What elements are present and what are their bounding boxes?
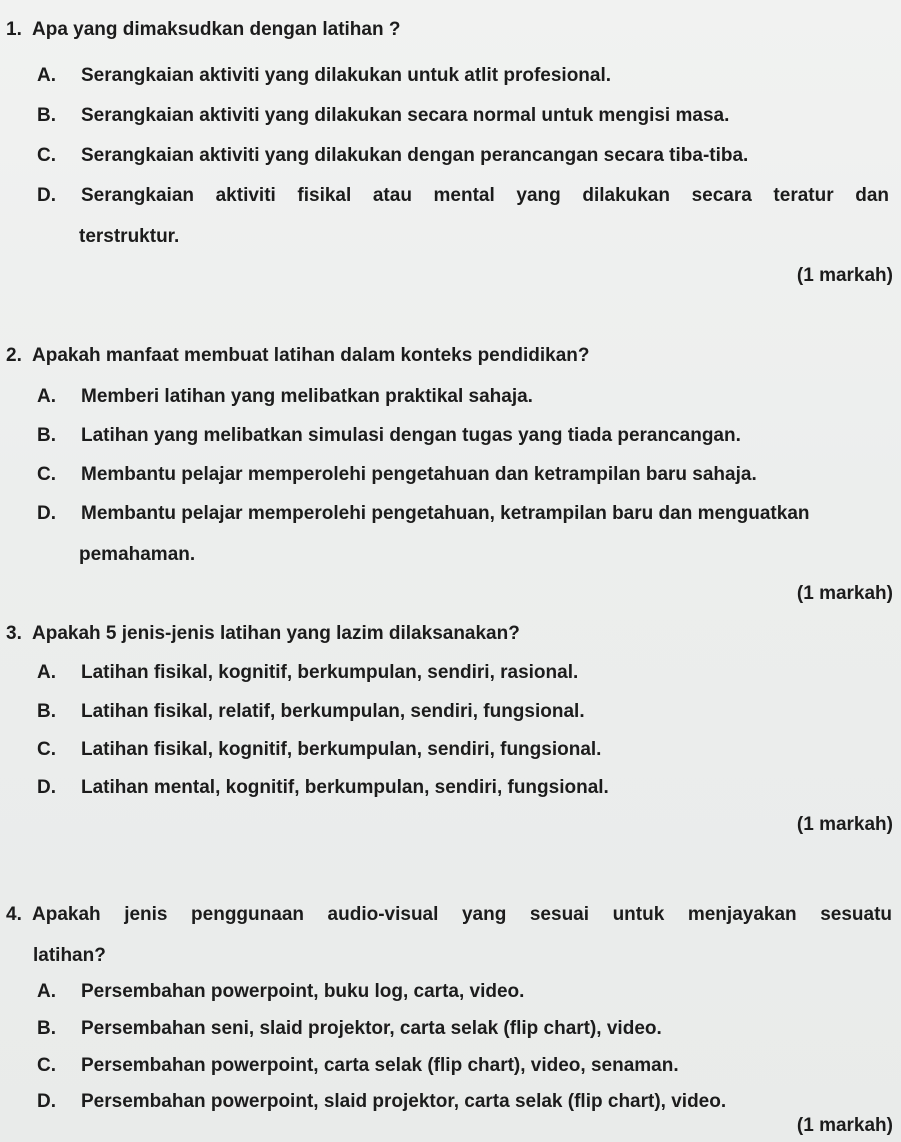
question-number: 4. — [6, 904, 22, 925]
option-letter: D. — [37, 1091, 56, 1112]
mark-label: (1 markah) — [796, 814, 893, 835]
mark-label: (1 markah) — [796, 265, 893, 286]
option-letter: D. — [37, 503, 56, 524]
option-text: Persembahan seni, slaid projektor, carta selak (flip chart), video. — [81, 1018, 662, 1039]
option-text: Latihan fisikal, relatif, berkumpulan, sendiri, fungsional. — [81, 701, 585, 722]
option-text: Serangkaian aktiviti yang dilakukan untuk atlit profesional. — [81, 65, 612, 86]
option-letter: A. — [37, 65, 56, 86]
question-number: 2. — [6, 345, 22, 366]
question-text: Apa yang dimaksudkan dengan latihan ? — [32, 19, 401, 40]
option-letter: D. — [37, 185, 56, 206]
question-text-continued: latihan? — [33, 945, 106, 966]
question-number: 1. — [6, 19, 22, 40]
option-letter: C. — [37, 145, 56, 166]
option-letter: A. — [37, 981, 56, 1002]
option-text: Latihan mental, kognitif, berkumpulan, sendiri, fungsional. — [81, 777, 609, 798]
option-letter: D. — [37, 777, 56, 798]
question-text: Apakah manfaat membuat latihan dalam konteks pendidikan? — [32, 345, 590, 366]
option-text: Serangkaian aktiviti yang dilakukan secara normal untuk mengisi masa. — [81, 105, 730, 126]
option-text: Memberi latihan yang melibatkan praktikal sahaja. — [81, 386, 533, 407]
option-text: Persembahan powerpoint, carta selak (flip chart), video, senaman. — [81, 1055, 679, 1076]
option-text: Latihan yang melibatkan simulasi dengan tugas yang tiada perancangan. — [81, 425, 741, 446]
option-letter: A. — [37, 662, 56, 683]
option-text: Membantu pelajar memperolehi pengetahuan dan ketrampilan baru sahaja. — [81, 464, 757, 485]
option-text: Serangkaian aktiviti fisikal atau mental yang dilakukan secara teratur dan — [81, 185, 889, 206]
question-text: Apakah jenis penggunaan audio-visual yang sesuai untuk menjayakan sesuatu — [32, 904, 892, 925]
option-letter: B. — [37, 105, 56, 126]
option-text: Latihan fisikal, kognitif, berkumpulan, sendiri, fungsional. — [81, 739, 602, 760]
option-letter: A. — [37, 386, 56, 407]
option-text: Persembahan powerpoint, buku log, carta, video. — [81, 981, 525, 1002]
option-text: Membantu pelajar memperolehi pengetahuan, ketrampilan baru dan menguatkan — [81, 503, 810, 524]
option-text-continued: terstruktur. — [79, 226, 180, 247]
mark-label: (1 markah) — [796, 583, 893, 604]
option-text: Serangkaian aktiviti yang dilakukan dengan perancangan secara tiba-tiba. — [81, 145, 749, 166]
mark-label: (1 markah) — [796, 1115, 893, 1136]
option-letter: C. — [37, 464, 56, 485]
question-number: 3. — [6, 623, 22, 644]
option-text: Latihan fisikal, kognitif, berkumpulan, sendiri, rasional. — [81, 662, 579, 683]
option-letter: C. — [37, 739, 56, 760]
option-text: Persembahan powerpoint, slaid projektor, carta selak (flip chart), video. — [81, 1091, 727, 1112]
option-letter: B. — [37, 425, 56, 446]
option-letter: B. — [37, 1018, 56, 1039]
option-letter: B. — [37, 701, 56, 722]
option-text-continued: pemahaman. — [79, 544, 196, 565]
option-letter: C. — [37, 1055, 56, 1076]
question-text: Apakah 5 jenis-jenis latihan yang lazim dilaksanakan? — [32, 623, 520, 644]
